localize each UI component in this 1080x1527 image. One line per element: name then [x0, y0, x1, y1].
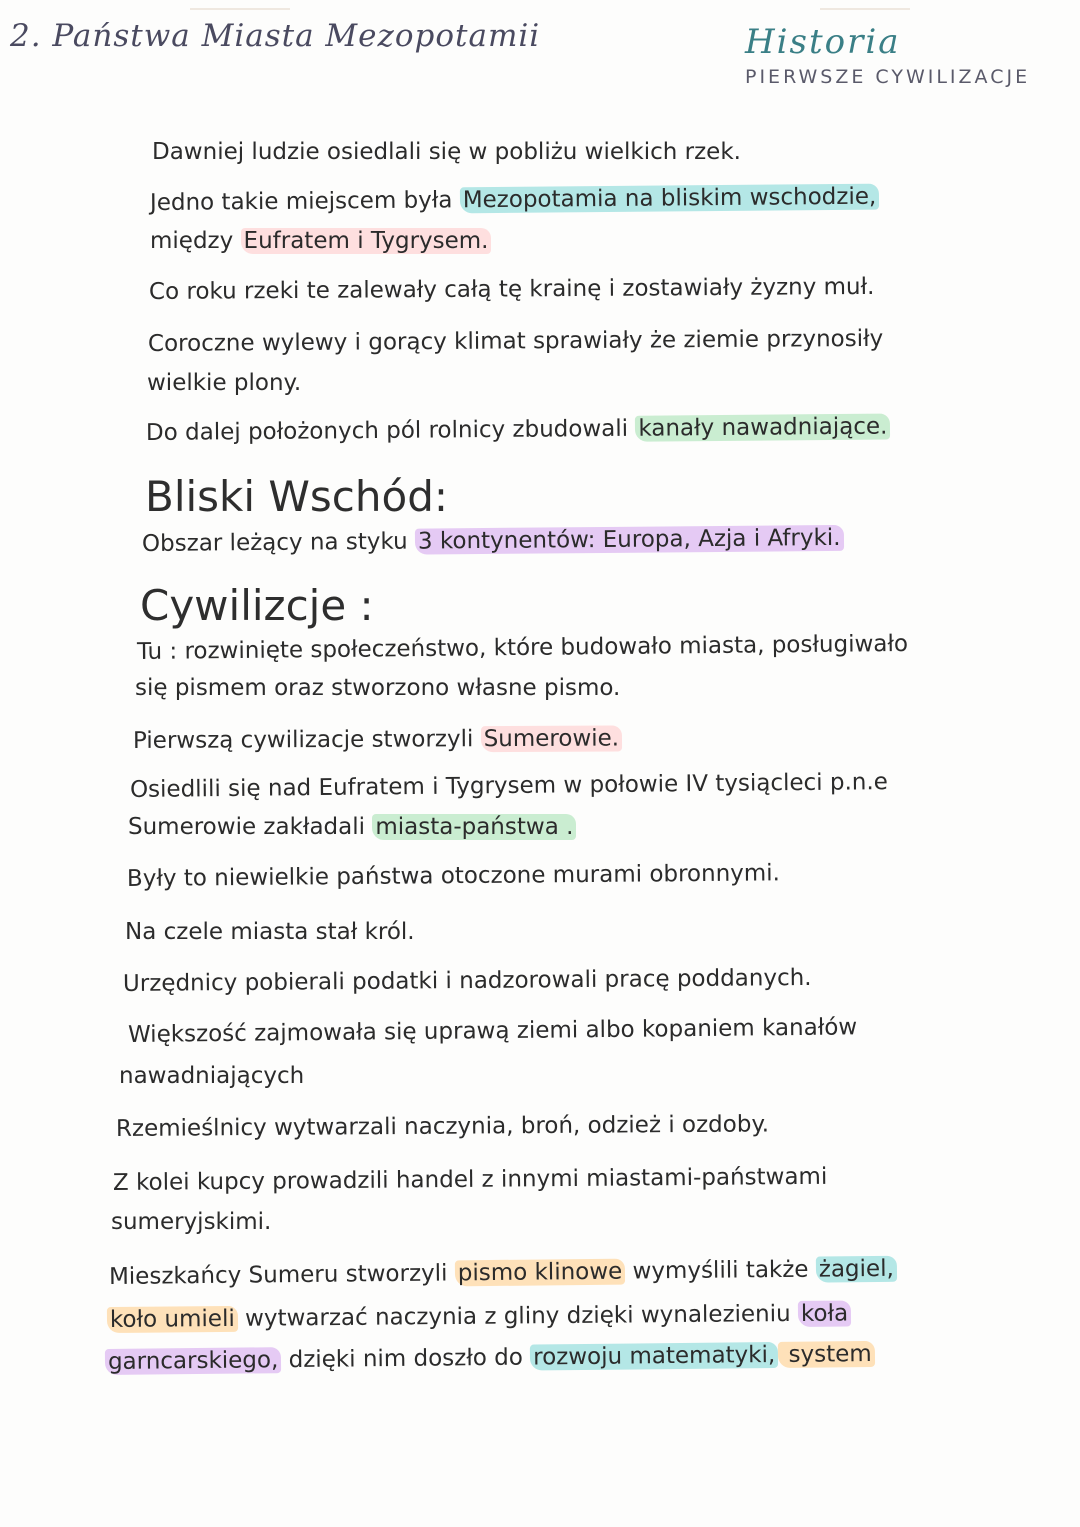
highlight-mezopotamia: Mezopotamia na bliskim wschodzie, [460, 184, 880, 214]
note-line: Osiedlili się nad Eufratem i Tygrysem w połowie IV tysiącleci p.n.e [129, 769, 889, 803]
note-line: wielkie plony. [147, 370, 302, 396]
note-line: Obszar leżący na styku 3 kontynentów: Europa, Azja i Afryki. [142, 519, 844, 563]
note-line: Były to niewielkie państwa otoczone murami obronnymi. [126, 860, 781, 892]
note-line: Co roku rzeki te zalewały całą tę krainę i zostawiały żyzny muł. [148, 273, 875, 305]
paper-mark [820, 8, 910, 10]
note-line: Coroczne wylewy i gorący klimat sprawiały że ziemie przynosiły [147, 325, 884, 357]
topic-title: 2. Państwa Miasta Mezopotamii [10, 18, 541, 54]
note-line: Rzemieślnicy wytwarzali naczynia, broń, odzież i ozdoby. [115, 1111, 770, 1142]
note-line: Na czele miasta stał król. [125, 919, 415, 945]
note-line: Większość zajmowała się uprawą ziemi albo kopaniem kanałów [127, 1014, 858, 1048]
note-line: Urzędnicy pobierali podatki i nadzorowali pracę poddanych. [122, 964, 812, 997]
heading-near-east: Bliski Wschód: [145, 472, 449, 521]
note-line: Z kolei kupcy prowadzili handel z innymi miastami-państwami [112, 1163, 828, 1196]
section-title: PIERWSZE CYWILIZACJE [745, 66, 1031, 88]
note-line: nawadniających [119, 1063, 305, 1089]
note-line: Do dalej położonych pól rolnicy zbudowali kanały nawadniające. [146, 408, 891, 452]
highlight-canals: kanały nawadniające. [635, 414, 890, 442]
note-line: koło umieli wytwarzać naczynia z gliny dzięki wynalezieniu koła [107, 1295, 852, 1339]
highlight-sail: żagiel, [816, 1256, 897, 1283]
highlight-sumerians: Sumerowie. [481, 725, 623, 752]
note-line: Dawniej ludzie osiedlali się w pobliżu wielkich rzek. [152, 139, 741, 165]
heading-civilizations: Cywilizcje : [140, 581, 374, 630]
highlight-mathematics: rozwoju matematyki, [530, 1342, 778, 1371]
note-line: Jedno takie miejscem była Mezopotamia na bliskim wschodzie, [150, 178, 880, 222]
highlight-city-states: miasta-państwa . [372, 814, 576, 840]
note-line: między Eufratem i Tygrysem. [150, 222, 491, 260]
note-line: się pismem oraz stworzono własne pismo. [135, 675, 621, 701]
highlight-system: system [778, 1341, 875, 1368]
highlight-cuneiform: pismo klinowe [455, 1259, 626, 1287]
highlight-wheel: koło umieli [107, 1306, 238, 1333]
note-line: sumeryjskimi. [111, 1209, 272, 1235]
highlight-potters-wheel-2: garncarskiego, [105, 1347, 282, 1375]
note-line: Mieszkańcy Sumeru stworzyli pismo klinowe wymyślili także żagiel, [109, 1250, 897, 1296]
note-line: Sumerowie zakładali miasta-państwa . [128, 808, 576, 846]
subject-title: Historia [745, 22, 901, 62]
note-line: Pierwszą cywilizacje stworzyli Sumerowie. [133, 719, 622, 760]
highlight-continents: 3 kontynentów: Europa, Azja i Afryki. [415, 525, 844, 555]
note-line: Tu : rozwinięte społeczeństwo, które budowało miasta, posługiwało [136, 630, 909, 665]
highlight-potters-wheel: koła [798, 1301, 851, 1327]
highlight-rivers: Eufratem i Tygrysem. [241, 228, 492, 254]
note-line: garncarskiego, dzięki nim doszło do rozwoju matematyki, system [105, 1335, 875, 1381]
paper-mark [190, 8, 290, 10]
